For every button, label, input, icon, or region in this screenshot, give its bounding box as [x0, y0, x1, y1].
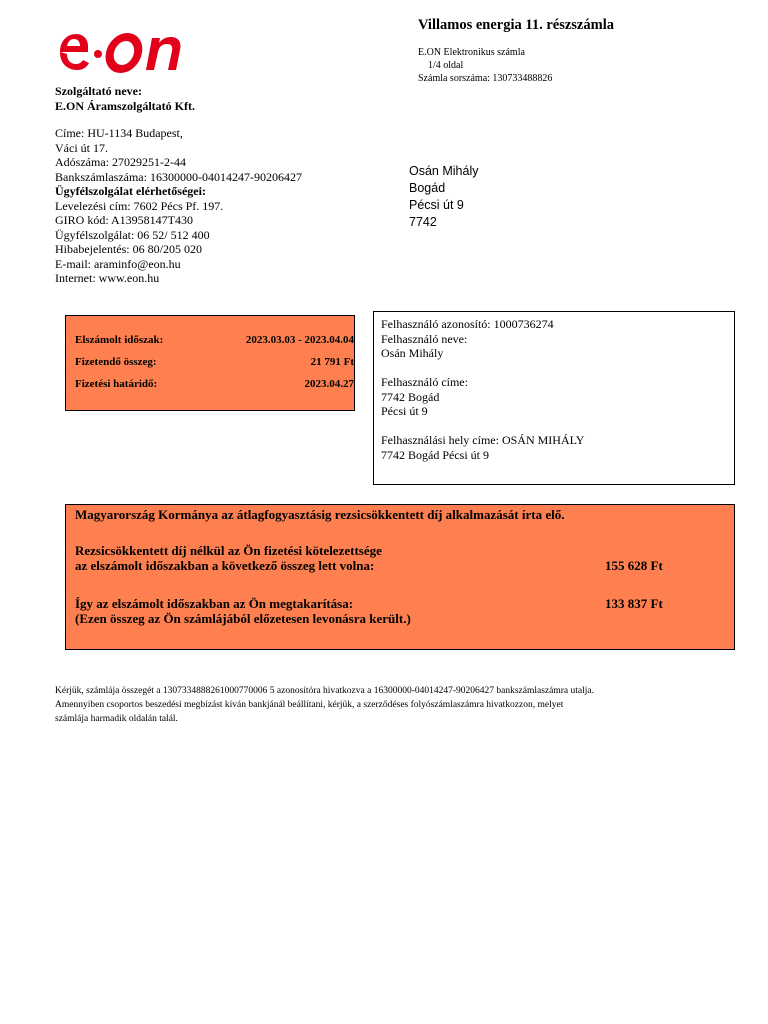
supplier-fault-line: Hibabejelentés: 06 80/205 020 — [55, 242, 202, 256]
due-date-label: Fizetési határidő: — [75, 378, 158, 390]
user-id: Felhasználó azonosító: 1000736274 — [381, 317, 554, 331]
supplier-name: E.ON Áramszolgáltató Kft. — [55, 98, 195, 113]
user-name: Osán Mihály — [381, 346, 444, 360]
supplier-address-2: Váci út 17. — [55, 140, 108, 155]
recipient-address — [409, 163, 478, 231]
recipient-city: Bogád — [409, 181, 446, 195]
amount-due-label: Fizetendő összeg: — [75, 356, 157, 368]
savings-line-2: (Ezen összeg az Ön számlájából előzetesen levonásra került.) — [75, 611, 411, 626]
contact-heading: Ügyfélszolgálat elérhetőségei: — [55, 184, 206, 198]
supplier-postal: Levelezési cím: 7602 Pécs Pf. 197. — [55, 198, 224, 213]
notice-headline: Magyarország Kormánya az átlagfogyasztásig rezsicsökkentett díj alkalmazását írta elő. — [75, 507, 565, 522]
payment-instructions — [55, 684, 715, 726]
without-discount-line-2: az elszámolt időszakban a következő összeg lett volna: — [75, 558, 375, 573]
payment-instruction-1: Kérjük, számlája összegét a 1307334888261000770006 5 azonosítóra hivatkozva a 16300000-04014247-90206427 bankszámlaszámra utalja. — [55, 686, 594, 696]
user-address-2: Pécsi út 9 — [381, 404, 428, 418]
user-name-label: Felhasználó neve: — [381, 331, 468, 346]
recipient-street: Pécsi út 9 — [409, 198, 464, 212]
eon-logo-graphic — [54, 30, 184, 74]
due-date-value: 2023.04.27 — [304, 378, 354, 390]
recipient-name: Osán Mihály — [409, 164, 479, 178]
savings-amount: 133 837 Ft — [605, 596, 663, 611]
billing-period-value: 2023.03.03 - 2023.04.04 — [245, 334, 354, 346]
supplier-internet: Internet: www.eon.hu — [55, 271, 160, 285]
billing-period-label: Elszámolt időszak: — [75, 334, 164, 346]
user-address-1: 7742 Bogád — [381, 389, 440, 404]
site-address: 7742 Bogád Pécsi út 9 — [381, 447, 489, 462]
user-info-box — [373, 311, 735, 485]
without-discount-line-1: Rezsicsökkentett díj nélkül az Ön fizetési kötelezettsége — [75, 543, 382, 558]
invoice-meta — [418, 46, 552, 85]
without-discount-amount: 155 628 Ft — [605, 558, 663, 573]
eon-logo — [54, 30, 184, 74]
supplier-phone: Ügyfélszolgálat: 06 52/ 512 400 — [55, 227, 210, 242]
payment-instruction-2: Amennyiben csoportos beszedési megbízást kíván bankjánál beállítani, kérjük, a szerződéses folyószámlaszámra hivatkozzon, melyet — [55, 700, 564, 710]
supplier-tax-number: Adószáma: 27029251-2-44 — [55, 155, 186, 169]
supplier-giro: GIRO kód: A13958147T430 — [55, 213, 193, 227]
amount-due-value: 21 791 Ft — [310, 356, 354, 368]
invoice-title: Villamos energia 11. részszámla — [418, 17, 614, 33]
savings-line-1: Így az elszámolt időszakban az Ön megtakarítása: — [75, 596, 354, 611]
payment-instruction-3: számlája harmadik oldalán talál. — [55, 714, 178, 724]
doc-type: E.ON Elektronikus számla — [418, 47, 525, 58]
site-label: Felhasználási hely címe: OSÁN MIHÁLY — [381, 433, 585, 447]
recipient-zip: 7742 — [409, 215, 437, 229]
billing-summary-box — [65, 315, 355, 411]
supplier-bank-account: Bankszámlaszáma: 16300000-04014247-90206427 — [55, 169, 302, 184]
supplier-info — [55, 84, 302, 286]
supplier-name-label: Szolgáltató neve: — [55, 84, 142, 98]
page-indicator: 1/4 oldal — [428, 60, 464, 71]
supplier-email: E-mail: araminfo@eon.hu — [55, 256, 181, 271]
supplier-address-1: Címe: HU-1134 Budapest, — [55, 126, 183, 140]
invoice-number: Számla sorszáma: 130733488826 — [418, 73, 553, 84]
user-address-label: Felhasználó címe: — [381, 375, 468, 389]
government-notice-box — [65, 504, 735, 650]
